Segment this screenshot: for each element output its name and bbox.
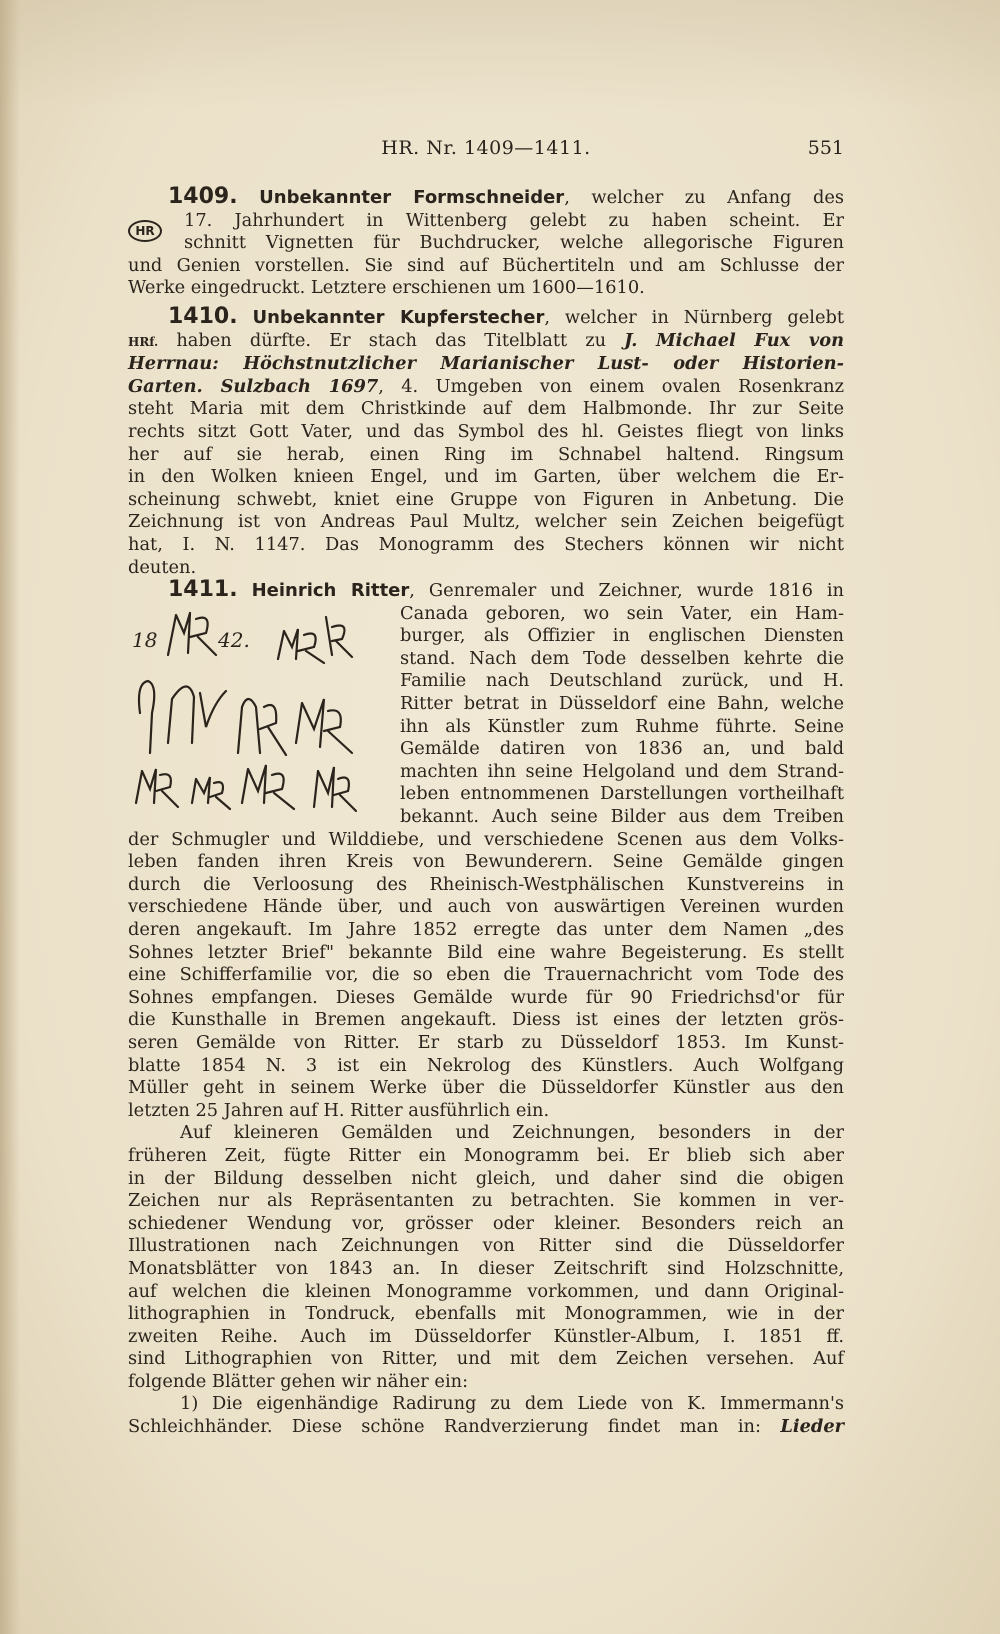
- monogram-mark: [278, 617, 352, 663]
- text-line: folgende Blätter gehen wir näher ein:: [128, 1370, 469, 1392]
- ritter-monograms-figure: [128, 603, 378, 829]
- text-line: Sohnes letzter Brief" bekannte Bild eine wahre Begeisterung. Es stellt: [128, 941, 844, 963]
- text-line: früheren Zeit, fügte Ritter ein Monogramm bei. Er blieb sich aber: [128, 1144, 844, 1166]
- text-line: deren angekauft. Im Jahre 1852 erregte das unter dem Namen „des: [128, 919, 844, 940]
- text-line: blatte 1854 N. 3 ist ein Nekrolog des Künstlers. Auch Wolfgang: [128, 1054, 844, 1076]
- monogram-mark: [168, 613, 216, 655]
- text-line: leben fanden ihren Kreis von Bewunderern. Seine Gemälde gingen: [128, 851, 844, 873]
- monogram-mark: [136, 769, 178, 807]
- text-line: her auf sie herab, einen Ring im Schnabel haltend. Ringsum: [128, 443, 844, 465]
- page-shadow-left: [0, 0, 20, 1634]
- entry-number: 1409.: [168, 184, 238, 209]
- text-line: eine Schifferfamilie vor, die so eben die Trauernachricht vom Tode des: [128, 964, 844, 986]
- entry-1409: [128, 186, 844, 300]
- text-line: ihn als Künstler zum Ruhme führte. Seine: [400, 715, 844, 737]
- monogram-mark: [238, 699, 286, 755]
- running-head-title: HR. Nr. 1409—1411.: [381, 137, 591, 159]
- text-line: der Schmugler und Wilddiebe, und verschiedene Scenen aus dem Volks-: [128, 828, 844, 850]
- text-line: Zeichnung ist von Andreas Paul Multz, welcher sein Zeichen beigefügt: [128, 511, 844, 533]
- text-line: steht Maria mit dem Christkinde auf dem Halbmonde. Ihr zur Seite: [128, 398, 844, 420]
- page-shadow-top: [0, 0, 1000, 110]
- text-line: und Genien vorstellen. Sie sind auf Büchertiteln und am Schlusse der: [128, 254, 844, 276]
- text-line: Canada geboren, wo sein Vater, ein Ham-: [400, 602, 844, 624]
- text-line: hat, I. N. 1147. Das Monogramm des Stechers können wir nicht: [128, 533, 844, 555]
- entry-1411: [128, 579, 844, 1439]
- text-line: Zeichen nur als Repräsentanten zu betrachten. Sie kommen in ver-: [128, 1190, 844, 1212]
- entry-1410-line-2: HRf. haben dürfte. Er stach das Titelblatt zu J. Michael Fux von: [128, 329, 844, 351]
- text-line: Werke eingedruckt. Letztere erschienen um 1600—1610.: [128, 277, 645, 299]
- monogram-year-right: 42.: [218, 627, 250, 652]
- text-line: stand. Nach dem Tode desselben kehrte die: [400, 647, 844, 669]
- text-line: bekannt. Auch seine Bilder aus dem Treiben: [400, 806, 844, 828]
- entry-1410-line-4: Garten. Sulzbach 1697, 4. Umgeben von einem ovalen Rosenkranz: [128, 375, 845, 397]
- entry-heading: Heinrich Ritter: [251, 580, 410, 602]
- page-body: [128, 186, 844, 1439]
- page-number: 551: [807, 137, 844, 159]
- text-line: durch die Verloosung des Rheinisch-Westphälischen Kunstvereins in: [128, 873, 844, 895]
- text-line: Sohnes empfangen. Dieses Gemälde wurde für 90 Friedrichsd'or für: [128, 986, 844, 1008]
- text-line: Monatsblätter von 1843 an. In dieser Zeitschrift sind Holzschnitte,: [128, 1257, 844, 1279]
- text-line: Herrnau: Höchstnutzlicher Marianischer Lust- oder Historien-: [128, 353, 844, 375]
- ritter-monograms-svg: [128, 603, 378, 829]
- text-line: Müller geht in seinem Werke über die Düsseldorfer Künstler aus den: [128, 1077, 844, 1099]
- text-line: verschiedene Hände über, und auch von auswärtigen Vereinen wurden: [128, 896, 844, 918]
- entry-number: 1411.: [168, 577, 238, 603]
- entry-1409-line-1: 1409. Unbekannter Formschneider, welcher zu Anfang des: [168, 184, 845, 209]
- text-line: scheinung schwebt, kniet eine Gruppe von Figuren in Anbetung. Die: [128, 488, 844, 510]
- entry-1410: [128, 303, 845, 579]
- text-line: die Kunsthalle in Bremen angekauft. Diess ist eines der letzten grös-: [128, 1009, 844, 1031]
- monogram-mark: [314, 767, 356, 811]
- monogram-mark: [296, 699, 352, 753]
- text-line: schnitt Vignetten für Buchdrucker, welche allegorische Figuren: [184, 232, 844, 254]
- text-line: lithographien in Tondruck, ebenfalls mit Monogrammen, wie in der: [128, 1303, 844, 1325]
- monogram-year-left: 18: [132, 627, 158, 652]
- text-line: Auf kleineren Gemälden und Zeichnungen, besonders in der: [180, 1122, 844, 1144]
- monogram-mark: [139, 681, 226, 753]
- entry-number: 1410.: [168, 303, 238, 329]
- running-head: [128, 137, 844, 167]
- monogram-mark: [242, 765, 294, 809]
- entry-heading: Unbekannter Kupferstecher: [252, 306, 545, 328]
- text-line-last: Schleichhänder. Diese schöne Randverzierung findet man in: Lieder: [128, 1416, 844, 1438]
- text-line: 17. Jahrhundert in Wittenberg gelebt zu haben scheint. Er: [184, 209, 844, 231]
- text-line: in der Bildung desselben nicht gleich, und daher sind die obigen: [128, 1167, 844, 1189]
- text-line: auf welchen die kleinen Monogramme vorkommen, und dann Original-: [128, 1280, 844, 1302]
- text-line: zweiten Reihe. Auch im Düsseldorfer Künstler-Album, I. 1851 ff.: [128, 1325, 844, 1347]
- text-line: rechts sitzt Gott Vater, und das Symbol des hl. Geistes fliegt von links: [128, 420, 844, 442]
- text-line: schiedener Wendung vor, grösser oder kleiner. Besonders reich an: [128, 1212, 844, 1234]
- hr-monogram-seal: HR: [128, 220, 162, 242]
- text-line: letzten 25 Jahren auf H. Ritter ausführlich ein.: [128, 1099, 550, 1121]
- text-line: machten ihn seine Helgoland und dem Strand-: [400, 760, 844, 782]
- text-line: leben entnommenen Darstellungen vortheilhaft: [400, 783, 844, 805]
- monogram-mark: [192, 777, 230, 809]
- text-line: Ritter betrat in Düsseldorf eine Bahn, welche: [400, 693, 844, 715]
- text-line: Gemälde datiren von 1836 an, und bald: [400, 738, 844, 760]
- text-line: deuten.: [128, 556, 197, 578]
- entry-1410-line-1: 1410. Unbekannter Kupferstecher, welcher in Nürnberg gelebt: [168, 303, 844, 329]
- text-line: burger, als Offizier in englischen Diensten: [400, 625, 844, 647]
- text-line: seren Gemälde von Ritter. Er starb zu Düsseldorf 1853. Im Kunst-: [128, 1031, 844, 1053]
- text-line: 1) Die eigenhändige Radirung zu dem Liede von K. Immermann's: [180, 1393, 844, 1415]
- text-line: in den Wolken knieen Engel, und im Garten, über welchem die Er-: [128, 466, 844, 488]
- text-line: Illustrationen nach Zeichnungen von Ritter sind die Düsseldorfer: [128, 1235, 844, 1257]
- entry-heading: Unbekannter Formschneider: [259, 187, 565, 208]
- text-line: sind Lithographien von Ritter, und mit dem Zeichen versehen. Auf: [128, 1348, 844, 1370]
- hrf-monogram: HRf.: [128, 334, 159, 349]
- entry-1411-line-1: 1411. Heinrich Ritter, Genremaler und Zeichner, wurde 1816 in: [168, 577, 844, 603]
- text-line: Familie nach Deutschland zurück, und H.: [400, 670, 844, 692]
